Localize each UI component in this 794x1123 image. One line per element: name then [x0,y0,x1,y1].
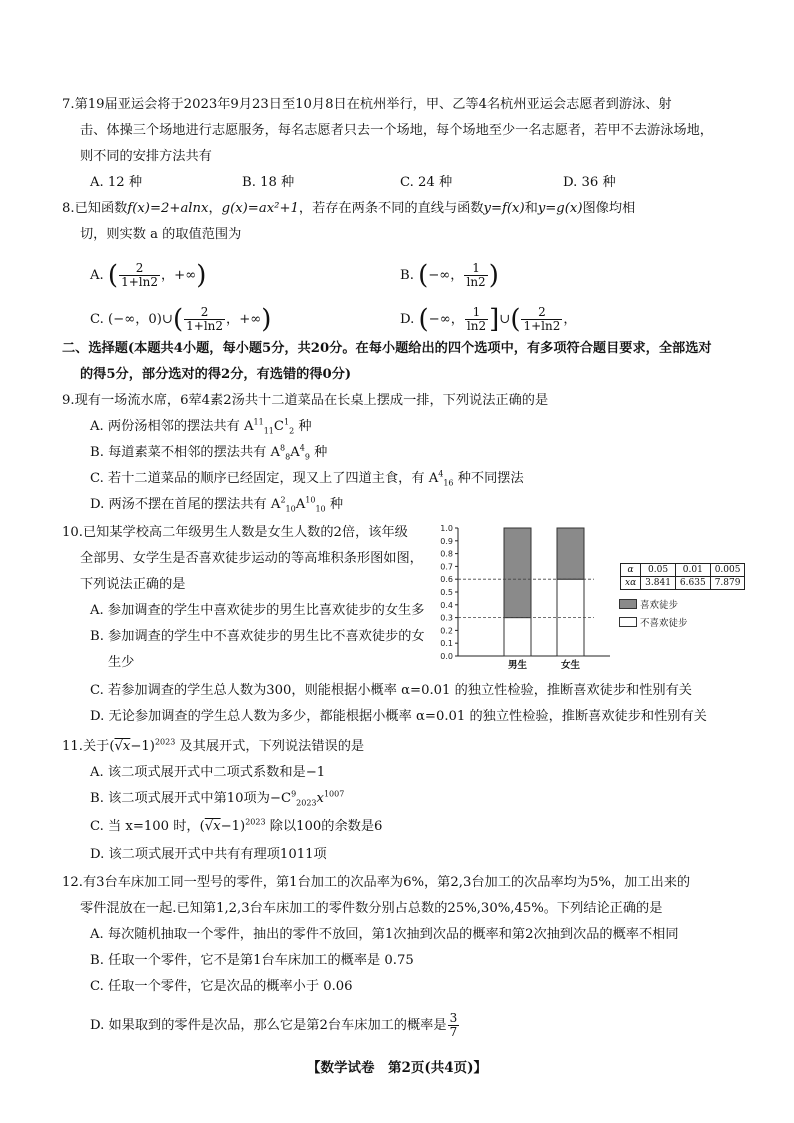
legend-label: 不喜欢徒步 [640,618,688,629]
sub: 2023 [296,798,317,808]
q12-line-2: 零件混放在一起.已知第1,2,3台车床加工的零件数分别占总数的25%,30%,45%。下列结论正确的是 [80,901,663,916]
legend-item-dislike [619,615,688,629]
q11-post: −1) [130,739,155,754]
table-cell: 0.005 [710,564,745,577]
q8-d-label: D. [400,312,415,327]
paren-open: ( [418,260,429,291]
chart-legend [619,597,688,633]
paren-close: ) [261,304,272,335]
suffix: 种 [294,419,312,434]
plus-infinity: ，+∞ [226,312,262,327]
denominator: 1+ln2 [523,319,561,333]
arrangement-symbol: A [290,445,300,460]
q9-option-b [90,444,327,462]
numerator: 3 [449,1011,458,1025]
x-category-label: 女生 [560,660,581,671]
q9-option-a [90,418,312,436]
numerator: 2 [538,305,546,319]
minus-infinity: −∞， [428,268,464,283]
q9-b-text: B. 每道素菜不相邻的摆法共有 A [90,445,281,460]
sub: 9 [304,452,310,462]
sup: 8 [280,443,286,453]
denominator: ln2 [466,319,487,333]
section2-line-1: 二、选择题(本题共4小题，每小题5分，共20分。在每小题给出的四个选项中，有多项符合题目要求，全部选对 [62,341,712,356]
paren-close: ) [196,260,207,291]
page-footer: 【数学试卷 第2页(共4页)】 [306,1060,488,1076]
q8-sep: ， [208,201,222,216]
q8-and: 和 [524,201,538,216]
q8-yg: y=g(x) [537,201,583,216]
sub: 11 [263,426,274,436]
q8-pre: 8.已知函数 [62,201,128,216]
fraction [119,262,160,289]
q7-option-a: A. 12 种 [90,175,143,190]
combination-symbol: C [273,419,284,434]
q12-option-a: A. 每次随机抽取一个零件，抽出的零件不放回，第1次抽到次品的概率和第2次抽到次品的概率不相同 [90,927,679,942]
q9-stem: 9.现有一场流水席，6荤4素2汤共十二道菜品在长桌上摆成一排，下列说法正确的是 [62,393,549,408]
y-tick-label: 1.0 [440,524,453,533]
q7-option-d: D. 36 种 [563,175,616,190]
q9-c-text: C. 若十二道菜品的顺序已经固定，现又上了四道主食，有 A [90,471,439,486]
fraction [464,262,487,289]
sub: 16 [443,478,454,488]
y-tick-label: 0.8 [440,549,453,559]
fraction [521,306,562,333]
q7-line-3: 则不同的安排方法共有 [80,149,212,164]
y-tick-label: 0.9 [440,536,453,546]
table-cell: 0.05 [641,564,676,577]
fraction [448,1012,460,1039]
minus-infinity: −∞， [428,312,464,327]
legend-swatch-dislike [619,617,637,627]
q8-c-label: C. [90,312,104,327]
legend-swatch-like [619,599,637,609]
bracket-close: ] [489,304,500,335]
legend-item-like [619,597,688,611]
q12-option-c: C. 任取一个零件，它是次品的概率小于 0.06 [90,979,353,994]
denominator: 7 [449,1025,458,1039]
q10-option-a: A. 参加调查的学生中喜欢徒步的男生比喜欢徒步的女生多 [90,603,425,618]
q10-option-c: C. 若参加调查的学生总人数为300，则能根据小概率 α=0.01 的独立性检验，推断喜欢徒步和性别有关 [90,683,692,698]
sub: 8 [285,452,291,462]
q11-b-text: B. 该二项式展开式中第10项为−C [90,791,292,806]
numerator: 2 [135,261,144,275]
fraction [465,306,488,333]
numerator: 1 [472,305,481,319]
plus-infinity: ，+∞ [160,268,197,283]
table-cell: 0.01 [675,564,710,577]
q11-pre: 11.关于( [62,739,115,754]
arrangement-symbol: A [295,497,306,512]
variable-x: x [316,791,324,806]
q7-option-c: C. 24 种 [400,175,453,190]
q8-yf: y=f(x) [483,201,525,216]
table-row [621,564,745,577]
q11-c-post: −1) [220,819,246,834]
q11-option-d: D. 该二项式展开式中共有有理项1011项 [90,847,327,862]
paren-open: ( [107,260,119,291]
denominator: ln2 [466,275,486,289]
q8-a-label: A. [90,268,104,283]
sub: 10 [315,504,326,514]
q11-option-b [90,790,344,808]
q9-a-text: A. 两份汤相邻的摆法共有 A [90,419,254,434]
table-cell: xα [621,577,641,590]
table-cell: 7.879 [710,577,745,590]
bar-segment [557,528,584,579]
y-tick-label: 0.0 [440,652,453,661]
q12-line-1: 12.有3台车床加工同一型号的零件，第1台加工的次品率为6%，第2,3台加工的次品率均为5%，加工出来的 [62,875,691,890]
q10-line-1: 10.已知某学校高二年级男生人数是女生人数的2倍，该年级 [62,525,408,540]
q8-option-a [90,262,206,289]
q11-option-a: A. 该二项式展开式中二项式系数和是−1 [90,765,326,780]
union-sign: ∪ [499,312,511,327]
table-cell: α [621,564,641,577]
q8-end: 图像均相 [582,201,636,216]
sup: 10 [305,495,316,505]
sup: 4 [299,443,305,453]
y-tick-label: 0.7 [440,562,453,572]
q8-c-interval: (−∞，0)∪ [108,312,173,327]
q8-mid: ，若存在两条不同的直线与函数 [298,201,484,216]
sqrt-x: √x [114,739,131,754]
q8-option-c [90,306,271,333]
section2-line-2: 的得5分，部分选对的得2分，有选错的得0分) [80,367,352,382]
suffix: 种不同摆法 [453,471,524,486]
q12-option-b: B. 任取一个零件，它不是第1台车床加工的概率是 0.75 [90,953,414,968]
q7-option-b: B. 18 种 [242,175,295,190]
denominator: 1+ln2 [186,319,224,333]
q8-g-definition: g(x)=ax²+1 [221,201,299,216]
suffix: 种 [325,497,344,512]
q8-f-definition: f(x)=2+alnx [127,201,209,216]
paren-close: ) [488,260,499,291]
sub: 10 [285,504,296,514]
paren-open: ( [172,304,184,335]
q12-option-d [90,1012,460,1039]
exponent: 2023 [154,737,176,747]
exponent: 2023 [245,817,266,827]
y-tick-label: 0.2 [440,626,453,636]
paren-open: ( [510,304,521,335]
y-tick-label: 0.1 [440,639,453,649]
q8-line-2: 切，则实数 a 的取值范围为 [80,227,242,242]
sup: 4 [438,469,444,479]
q11-option-c [90,818,382,836]
q8-option-b [400,262,499,289]
fraction [184,306,225,333]
paren-open: ( [418,304,429,335]
q10-line-3: 下列说法正确的是 [80,577,186,592]
stacked-bar-chart [430,523,615,673]
q11-c-text: C. 当 x=100 时，( [90,819,205,834]
numerator: 2 [200,305,209,319]
sup: 9 [291,789,297,799]
sqrt-x: √x [204,819,221,834]
q9-option-d [90,496,343,514]
exponent: 1007 [323,789,345,799]
q9-d-text: D. 两汤不摆在首尾的摆法共有 A [90,497,281,512]
q9-option-c [90,470,524,488]
sub: 2 [289,426,295,436]
y-tick-label: 0.3 [440,613,453,623]
trailing-comma: ， [563,312,577,327]
table-cell: 6.635 [675,577,710,590]
bar-segment [504,618,531,656]
bar-segment [504,528,531,618]
q10-option-d: D. 无论参加调查的学生总人数为多少，都能根据小概率 α=0.01 的独立性检验，推断喜欢徒步和性别有关 [90,709,707,724]
q10-line-2: 全部男、女学生是否喜欢徒步运动的等高堆积条形图如图， [80,551,423,566]
q10-option-b-1: B. 参加调查的学生中不喜欢徒步的男生比不喜欢徒步的女 [90,629,425,644]
sup: 2 [280,495,286,505]
q7-line-2: 击、体操三个场地进行志愿服务，每名志愿者只去一个场地，每个场地至少一名志愿者，若甲不去游泳场地， [80,123,713,138]
x-category-label: 男生 [507,660,528,671]
numerator: 1 [472,261,480,275]
q11-c-end: 除以100的余数是6 [265,819,383,834]
suffix: 种 [309,445,328,460]
q7-line-1: 7.第19届亚运会将于2023年9月23日至10月8日在杭州举行，甲、乙等4名杭州亚运会志愿者到游泳、射 [62,97,672,112]
sup: 1 [283,417,290,427]
y-tick-label: 0.5 [440,588,453,597]
y-tick-label: 0.4 [440,600,453,610]
legend-label: 喜欢徒步 [640,600,679,611]
q8-line-1 [62,200,635,218]
q10-option-b-2: 生少 [108,655,135,670]
q11-stem [62,738,364,756]
table-row [621,577,745,590]
table-cell: 3.841 [641,577,676,590]
y-tick-label: 0.6 [440,575,453,585]
q8-option-d [400,306,577,333]
q12-d-text: D. 如果取到的零件是次品，那么它是第2台车床加工的概率是 [90,1018,447,1033]
sup: 11 [253,417,264,427]
q11-end: 及其展开式，下列说法错误的是 [175,739,365,754]
critical-value-table [620,563,745,590]
q8-b-label: B. [400,268,414,283]
denominator: 1+ln2 [121,275,158,289]
